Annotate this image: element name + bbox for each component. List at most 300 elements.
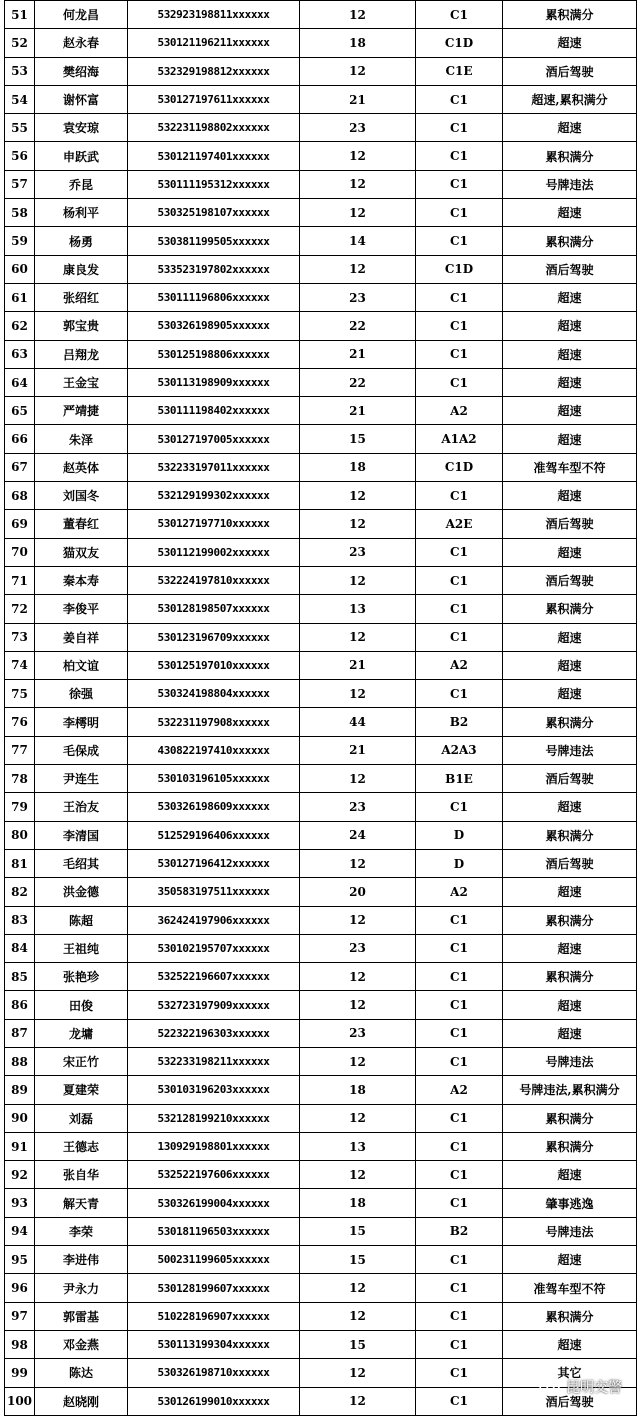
name-cell: 赵永春 bbox=[35, 29, 128, 57]
name-cell: 徐强 bbox=[35, 680, 128, 708]
score-cell: 12 bbox=[300, 1387, 416, 1415]
table-row bbox=[5, 114, 637, 142]
id-number-cell: 532233197011xxxxxx bbox=[128, 453, 300, 481]
reason-cell: 酒后驾驶 bbox=[503, 566, 637, 594]
score-cell: 12 bbox=[300, 623, 416, 651]
row-number-cell: 62 bbox=[5, 312, 35, 340]
table-row bbox=[5, 849, 637, 877]
score-cell: 12 bbox=[300, 142, 416, 170]
table-row bbox=[5, 991, 637, 1019]
table-row bbox=[5, 765, 637, 793]
table-row bbox=[5, 227, 637, 255]
license-class-cell: C1 bbox=[416, 991, 503, 1019]
table-row bbox=[5, 1047, 637, 1075]
table-row bbox=[5, 1132, 637, 1160]
reason-cell: 超速 bbox=[503, 1019, 637, 1047]
id-number-cell: 510228196907xxxxxx bbox=[128, 1302, 300, 1330]
score-cell: 13 bbox=[300, 1132, 416, 1160]
reason-cell: 超速 bbox=[503, 340, 637, 368]
reason-cell: 超速 bbox=[503, 651, 637, 679]
name-cell: 陈达 bbox=[35, 1359, 128, 1387]
row-number-cell: 92 bbox=[5, 1161, 35, 1189]
id-number-cell: 350583197511xxxxxx bbox=[128, 878, 300, 906]
row-number-cell: 76 bbox=[5, 708, 35, 736]
id-number-cell: 532329198812xxxxxx bbox=[128, 57, 300, 85]
score-cell: 21 bbox=[300, 736, 416, 764]
score-cell: 12 bbox=[300, 1, 416, 29]
name-cell: 吕翔龙 bbox=[35, 340, 128, 368]
row-number-cell: 63 bbox=[5, 340, 35, 368]
id-number-cell: 530128198507xxxxxx bbox=[128, 595, 300, 623]
reason-cell: 累积满分 bbox=[503, 821, 637, 849]
name-cell: 郭宝贵 bbox=[35, 312, 128, 340]
reason-cell: 累积满分 bbox=[503, 1104, 637, 1132]
license-class-cell: A2E bbox=[416, 510, 503, 538]
score-cell: 12 bbox=[300, 963, 416, 991]
reason-cell: 累积满分 bbox=[503, 906, 637, 934]
reason-cell: 酒后驾驶 bbox=[503, 1387, 637, 1415]
score-cell: 18 bbox=[300, 453, 416, 481]
id-number-cell: 532129199302xxxxxx bbox=[128, 482, 300, 510]
score-cell: 23 bbox=[300, 283, 416, 311]
score-cell: 15 bbox=[300, 1217, 416, 1245]
license-class-cell: C1 bbox=[416, 906, 503, 934]
id-number-cell: 130929198801xxxxxx bbox=[128, 1132, 300, 1160]
reason-cell: 号牌违法 bbox=[503, 736, 637, 764]
name-cell: 李俊平 bbox=[35, 595, 128, 623]
id-number-cell: 530102195707xxxxxx bbox=[128, 934, 300, 962]
row-number-cell: 69 bbox=[5, 510, 35, 538]
table-row bbox=[5, 510, 637, 538]
table-row bbox=[5, 680, 637, 708]
reason-cell: 酒后驾驶 bbox=[503, 57, 637, 85]
name-cell: 赵英体 bbox=[35, 453, 128, 481]
license-class-cell: C1 bbox=[416, 1274, 503, 1302]
reason-cell: 超速 bbox=[503, 425, 637, 453]
name-cell: 张绍红 bbox=[35, 283, 128, 311]
row-number-cell: 66 bbox=[5, 425, 35, 453]
row-number-cell: 89 bbox=[5, 1076, 35, 1104]
name-cell: 龙墉 bbox=[35, 1019, 128, 1047]
score-cell: 22 bbox=[300, 368, 416, 396]
license-class-cell: C1 bbox=[416, 170, 503, 198]
name-cell: 猫双友 bbox=[35, 538, 128, 566]
reason-cell: 超速 bbox=[503, 397, 637, 425]
reason-cell: 酒后驾驶 bbox=[503, 255, 637, 283]
table-row bbox=[5, 651, 637, 679]
name-cell: 康良发 bbox=[35, 255, 128, 283]
row-number-cell: 75 bbox=[5, 680, 35, 708]
name-cell: 夏建荣 bbox=[35, 1076, 128, 1104]
name-cell: 姜自祥 bbox=[35, 623, 128, 651]
reason-cell: 累积满分 bbox=[503, 142, 637, 170]
license-class-cell: C1 bbox=[416, 312, 503, 340]
score-cell: 12 bbox=[300, 170, 416, 198]
reason-cell: 超速 bbox=[503, 199, 637, 227]
table-row bbox=[5, 1217, 637, 1245]
reason-cell: 累积满分 bbox=[503, 963, 637, 991]
reason-cell: 超速,累积满分 bbox=[503, 85, 637, 113]
row-number-cell: 56 bbox=[5, 142, 35, 170]
table-row bbox=[5, 340, 637, 368]
row-number-cell: 96 bbox=[5, 1274, 35, 1302]
name-cell: 赵晓刚 bbox=[35, 1387, 128, 1415]
row-number-cell: 98 bbox=[5, 1330, 35, 1358]
row-number-cell: 88 bbox=[5, 1047, 35, 1075]
id-number-cell: 530111196806xxxxxx bbox=[128, 283, 300, 311]
name-cell: 李樗明 bbox=[35, 708, 128, 736]
score-cell: 15 bbox=[300, 1330, 416, 1358]
row-number-cell: 55 bbox=[5, 114, 35, 142]
reason-cell: 酒后驾驶 bbox=[503, 510, 637, 538]
name-cell: 毛绍其 bbox=[35, 849, 128, 877]
score-cell: 12 bbox=[300, 1274, 416, 1302]
table-row bbox=[5, 1274, 637, 1302]
license-class-cell: C1 bbox=[416, 227, 503, 255]
reason-cell: 准驾车型不符 bbox=[503, 453, 637, 481]
reason-cell: 超速 bbox=[503, 680, 637, 708]
table-row bbox=[5, 906, 637, 934]
score-cell: 18 bbox=[300, 1076, 416, 1104]
reason-cell: 超速 bbox=[503, 283, 637, 311]
name-cell: 解天青 bbox=[35, 1189, 128, 1217]
license-class-cell: B2 bbox=[416, 1217, 503, 1245]
row-number-cell: 90 bbox=[5, 1104, 35, 1132]
table-row bbox=[5, 255, 637, 283]
table-row bbox=[5, 142, 637, 170]
id-number-cell: 532231198802xxxxxx bbox=[128, 114, 300, 142]
score-cell: 21 bbox=[300, 340, 416, 368]
id-number-cell: 362424197906xxxxxx bbox=[128, 906, 300, 934]
reason-cell: 号牌违法,累积满分 bbox=[503, 1076, 637, 1104]
id-number-cell: 530326199004xxxxxx bbox=[128, 1189, 300, 1217]
table-row bbox=[5, 821, 637, 849]
reason-cell: 超速 bbox=[503, 878, 637, 906]
reason-cell: 号牌违法 bbox=[503, 1047, 637, 1075]
name-cell: 谢怀富 bbox=[35, 85, 128, 113]
name-cell: 邓金燕 bbox=[35, 1330, 128, 1358]
row-number-cell: 72 bbox=[5, 595, 35, 623]
name-cell: 袁安琼 bbox=[35, 114, 128, 142]
table-row bbox=[5, 1330, 637, 1358]
name-cell: 王祖纯 bbox=[35, 934, 128, 962]
id-number-cell: 530127197005xxxxxx bbox=[128, 425, 300, 453]
score-cell: 15 bbox=[300, 1246, 416, 1274]
watermark-text: 昆明交警 bbox=[566, 1380, 622, 1396]
name-cell: 申跃武 bbox=[35, 142, 128, 170]
name-cell: 柏文谊 bbox=[35, 651, 128, 679]
name-cell: 杨勇 bbox=[35, 227, 128, 255]
name-cell: 尹连生 bbox=[35, 765, 128, 793]
id-number-cell: 530111195312xxxxxx bbox=[128, 170, 300, 198]
row-number-cell: 73 bbox=[5, 623, 35, 651]
id-number-cell: 530112199002xxxxxx bbox=[128, 538, 300, 566]
reason-cell: 累积满分 bbox=[503, 708, 637, 736]
row-number-cell: 64 bbox=[5, 368, 35, 396]
id-number-cell: 530103196203xxxxxx bbox=[128, 1076, 300, 1104]
table-row bbox=[5, 934, 637, 962]
row-number-cell: 94 bbox=[5, 1217, 35, 1245]
license-class-cell: C1 bbox=[416, 199, 503, 227]
reason-cell: 累积满分 bbox=[503, 227, 637, 255]
table-row bbox=[5, 1302, 637, 1330]
license-class-cell: C1 bbox=[416, 1132, 503, 1160]
records-table bbox=[4, 0, 637, 1416]
license-class-cell: C1 bbox=[416, 1161, 503, 1189]
row-number-cell: 97 bbox=[5, 1302, 35, 1330]
score-cell: 12 bbox=[300, 849, 416, 877]
name-cell: 王德志 bbox=[35, 1132, 128, 1160]
score-cell: 12 bbox=[300, 1302, 416, 1330]
reason-cell: 准驾车型不符 bbox=[503, 1274, 637, 1302]
row-number-cell: 78 bbox=[5, 765, 35, 793]
score-cell: 14 bbox=[300, 227, 416, 255]
reason-cell: 超速 bbox=[503, 29, 637, 57]
id-number-cell: 530111198402xxxxxx bbox=[128, 397, 300, 425]
license-class-cell: C1 bbox=[416, 1104, 503, 1132]
table-row bbox=[5, 538, 637, 566]
name-cell: 陈超 bbox=[35, 906, 128, 934]
id-number-cell: 530181196503xxxxxx bbox=[128, 1217, 300, 1245]
table-row bbox=[5, 623, 637, 651]
reason-cell: 号牌违法 bbox=[503, 170, 637, 198]
license-class-cell: A2 bbox=[416, 651, 503, 679]
row-number-cell: 74 bbox=[5, 651, 35, 679]
id-number-cell: 522322196303xxxxxx bbox=[128, 1019, 300, 1047]
reason-cell: 其它 bbox=[503, 1359, 637, 1387]
id-number-cell: 530127197611xxxxxx bbox=[128, 85, 300, 113]
row-number-cell: 58 bbox=[5, 199, 35, 227]
license-class-cell: B1E bbox=[416, 765, 503, 793]
name-cell: 毛保成 bbox=[35, 736, 128, 764]
id-number-cell: 532923198811xxxxxx bbox=[128, 1, 300, 29]
table-row bbox=[5, 199, 637, 227]
table-row bbox=[5, 1019, 637, 1047]
score-cell: 12 bbox=[300, 680, 416, 708]
reason-cell: 累积满分 bbox=[503, 1, 637, 29]
name-cell: 李荣 bbox=[35, 1217, 128, 1245]
license-class-cell: C1 bbox=[416, 1, 503, 29]
name-cell: 田俊 bbox=[35, 991, 128, 1019]
score-cell: 21 bbox=[300, 651, 416, 679]
score-cell: 15 bbox=[300, 425, 416, 453]
license-class-cell: C1 bbox=[416, 1387, 503, 1415]
id-number-cell: 530126199010xxxxxx bbox=[128, 1387, 300, 1415]
license-class-cell: A1A2 bbox=[416, 425, 503, 453]
score-cell: 12 bbox=[300, 57, 416, 85]
table-row bbox=[5, 1104, 637, 1132]
id-number-cell: 512529196406xxxxxx bbox=[128, 821, 300, 849]
license-class-cell: C1D bbox=[416, 255, 503, 283]
score-cell: 12 bbox=[300, 765, 416, 793]
row-number-cell: 52 bbox=[5, 29, 35, 57]
name-cell: 洪金德 bbox=[35, 878, 128, 906]
id-number-cell: 530121196211xxxxxx bbox=[128, 29, 300, 57]
row-number-cell: 54 bbox=[5, 85, 35, 113]
license-class-cell: C1 bbox=[416, 368, 503, 396]
name-cell: 张艳珍 bbox=[35, 963, 128, 991]
table-row bbox=[5, 963, 637, 991]
score-cell: 23 bbox=[300, 934, 416, 962]
table-row bbox=[5, 878, 637, 906]
row-number-cell: 51 bbox=[5, 1, 35, 29]
name-cell: 郭雷基 bbox=[35, 1302, 128, 1330]
id-number-cell: 530324198804xxxxxx bbox=[128, 680, 300, 708]
score-cell: 22 bbox=[300, 312, 416, 340]
license-class-cell: C1 bbox=[416, 566, 503, 594]
id-number-cell: 530326198609xxxxxx bbox=[128, 793, 300, 821]
license-class-cell: C1 bbox=[416, 142, 503, 170]
score-cell: 44 bbox=[300, 708, 416, 736]
license-class-cell: C1 bbox=[416, 595, 503, 623]
reason-cell: 超速 bbox=[503, 1330, 637, 1358]
row-number-cell: 57 bbox=[5, 170, 35, 198]
id-number-cell: 530113198909xxxxxx bbox=[128, 368, 300, 396]
row-number-cell: 86 bbox=[5, 991, 35, 1019]
row-number-cell: 93 bbox=[5, 1189, 35, 1217]
score-cell: 12 bbox=[300, 482, 416, 510]
name-cell: 刘国冬 bbox=[35, 482, 128, 510]
name-cell: 严靖捷 bbox=[35, 397, 128, 425]
reason-cell: 超速 bbox=[503, 793, 637, 821]
row-number-cell: 81 bbox=[5, 849, 35, 877]
license-class-cell: C1 bbox=[416, 793, 503, 821]
id-number-cell: 532723197909xxxxxx bbox=[128, 991, 300, 1019]
table-row bbox=[5, 425, 637, 453]
row-number-cell: 71 bbox=[5, 566, 35, 594]
row-number-cell: 95 bbox=[5, 1246, 35, 1274]
license-class-cell: C1 bbox=[416, 934, 503, 962]
score-cell: 13 bbox=[300, 595, 416, 623]
reason-cell: 肇事逃逸 bbox=[503, 1189, 637, 1217]
table-row bbox=[5, 1076, 637, 1104]
table-row bbox=[5, 283, 637, 311]
table-row bbox=[5, 453, 637, 481]
score-cell: 21 bbox=[300, 85, 416, 113]
name-cell: 何龙昌 bbox=[35, 1, 128, 29]
watermark bbox=[539, 1376, 622, 1398]
reason-cell: 酒后驾驶 bbox=[503, 849, 637, 877]
reason-cell: 超速 bbox=[503, 114, 637, 142]
row-number-cell: 99 bbox=[5, 1359, 35, 1387]
row-number-cell: 59 bbox=[5, 227, 35, 255]
table-row bbox=[5, 1189, 637, 1217]
license-class-cell: C1 bbox=[416, 680, 503, 708]
license-class-cell: B2 bbox=[416, 708, 503, 736]
id-number-cell: 430822197410xxxxxx bbox=[128, 736, 300, 764]
table-row bbox=[5, 482, 637, 510]
table-row bbox=[5, 1161, 637, 1189]
id-number-cell: 530127196412xxxxxx bbox=[128, 849, 300, 877]
score-cell: 23 bbox=[300, 114, 416, 142]
row-number-cell: 83 bbox=[5, 906, 35, 934]
license-class-cell: C1E bbox=[416, 57, 503, 85]
table-row bbox=[5, 57, 637, 85]
score-cell: 12 bbox=[300, 255, 416, 283]
license-class-cell: C1 bbox=[416, 1189, 503, 1217]
license-class-cell: C1 bbox=[416, 1019, 503, 1047]
license-class-cell: C1 bbox=[416, 283, 503, 311]
license-class-cell: A2 bbox=[416, 397, 503, 425]
table-row bbox=[5, 397, 637, 425]
row-number-cell: 53 bbox=[5, 57, 35, 85]
license-class-cell: A2A3 bbox=[416, 736, 503, 764]
id-number-cell: 532522197606xxxxxx bbox=[128, 1161, 300, 1189]
score-cell: 12 bbox=[300, 510, 416, 538]
table-row bbox=[5, 85, 637, 113]
name-cell: 秦本寿 bbox=[35, 566, 128, 594]
id-number-cell: 532128199210xxxxxx bbox=[128, 1104, 300, 1132]
reason-cell: 累积满分 bbox=[503, 1132, 637, 1160]
score-cell: 12 bbox=[300, 1359, 416, 1387]
wechat-icon bbox=[539, 1379, 561, 1395]
reason-cell: 超速 bbox=[503, 1161, 637, 1189]
score-cell: 23 bbox=[300, 538, 416, 566]
reason-cell: 超速 bbox=[503, 482, 637, 510]
license-class-cell: C1 bbox=[416, 114, 503, 142]
reason-cell: 超速 bbox=[503, 368, 637, 396]
id-number-cell: 532231197908xxxxxx bbox=[128, 708, 300, 736]
license-class-cell: C1 bbox=[416, 85, 503, 113]
row-number-cell: 100 bbox=[5, 1387, 35, 1415]
name-cell: 朱泽 bbox=[35, 425, 128, 453]
license-class-cell: C1 bbox=[416, 1302, 503, 1330]
name-cell: 李清国 bbox=[35, 821, 128, 849]
license-class-cell: C1D bbox=[416, 453, 503, 481]
row-number-cell: 85 bbox=[5, 963, 35, 991]
reason-cell: 酒后驾驶 bbox=[503, 765, 637, 793]
id-number-cell: 530125198806xxxxxx bbox=[128, 340, 300, 368]
license-class-cell: C1 bbox=[416, 538, 503, 566]
table-row bbox=[5, 708, 637, 736]
reason-cell: 超速 bbox=[503, 312, 637, 340]
score-cell: 12 bbox=[300, 991, 416, 1019]
reason-cell: 超速 bbox=[503, 538, 637, 566]
id-number-cell: 530128199607xxxxxx bbox=[128, 1274, 300, 1302]
license-class-cell: D bbox=[416, 849, 503, 877]
table-row bbox=[5, 793, 637, 821]
license-class-cell: C1 bbox=[416, 623, 503, 651]
score-cell: 24 bbox=[300, 821, 416, 849]
row-number-cell: 77 bbox=[5, 736, 35, 764]
name-cell: 杨利平 bbox=[35, 199, 128, 227]
reason-cell: 号牌违法 bbox=[503, 1217, 637, 1245]
row-number-cell: 67 bbox=[5, 453, 35, 481]
license-class-cell: C1 bbox=[416, 482, 503, 510]
score-cell: 23 bbox=[300, 793, 416, 821]
id-number-cell: 532224197810xxxxxx bbox=[128, 566, 300, 594]
table-row bbox=[5, 595, 637, 623]
id-number-cell: 533523197802xxxxxx bbox=[128, 255, 300, 283]
reason-cell: 超速 bbox=[503, 934, 637, 962]
score-cell: 21 bbox=[300, 397, 416, 425]
reason-cell: 累积满分 bbox=[503, 595, 637, 623]
license-class-cell: C1 bbox=[416, 963, 503, 991]
score-cell: 18 bbox=[300, 1189, 416, 1217]
table-row bbox=[5, 736, 637, 764]
id-number-cell: 530121197401xxxxxx bbox=[128, 142, 300, 170]
id-number-cell: 530123196709xxxxxx bbox=[128, 623, 300, 651]
id-number-cell: 500231199605xxxxxx bbox=[128, 1246, 300, 1274]
license-class-cell: C1 bbox=[416, 1359, 503, 1387]
score-cell: 12 bbox=[300, 906, 416, 934]
name-cell: 董春红 bbox=[35, 510, 128, 538]
name-cell: 王治友 bbox=[35, 793, 128, 821]
reason-cell: 超速 bbox=[503, 623, 637, 651]
name-cell: 乔昆 bbox=[35, 170, 128, 198]
name-cell: 宋正竹 bbox=[35, 1047, 128, 1075]
name-cell: 尹永力 bbox=[35, 1274, 128, 1302]
